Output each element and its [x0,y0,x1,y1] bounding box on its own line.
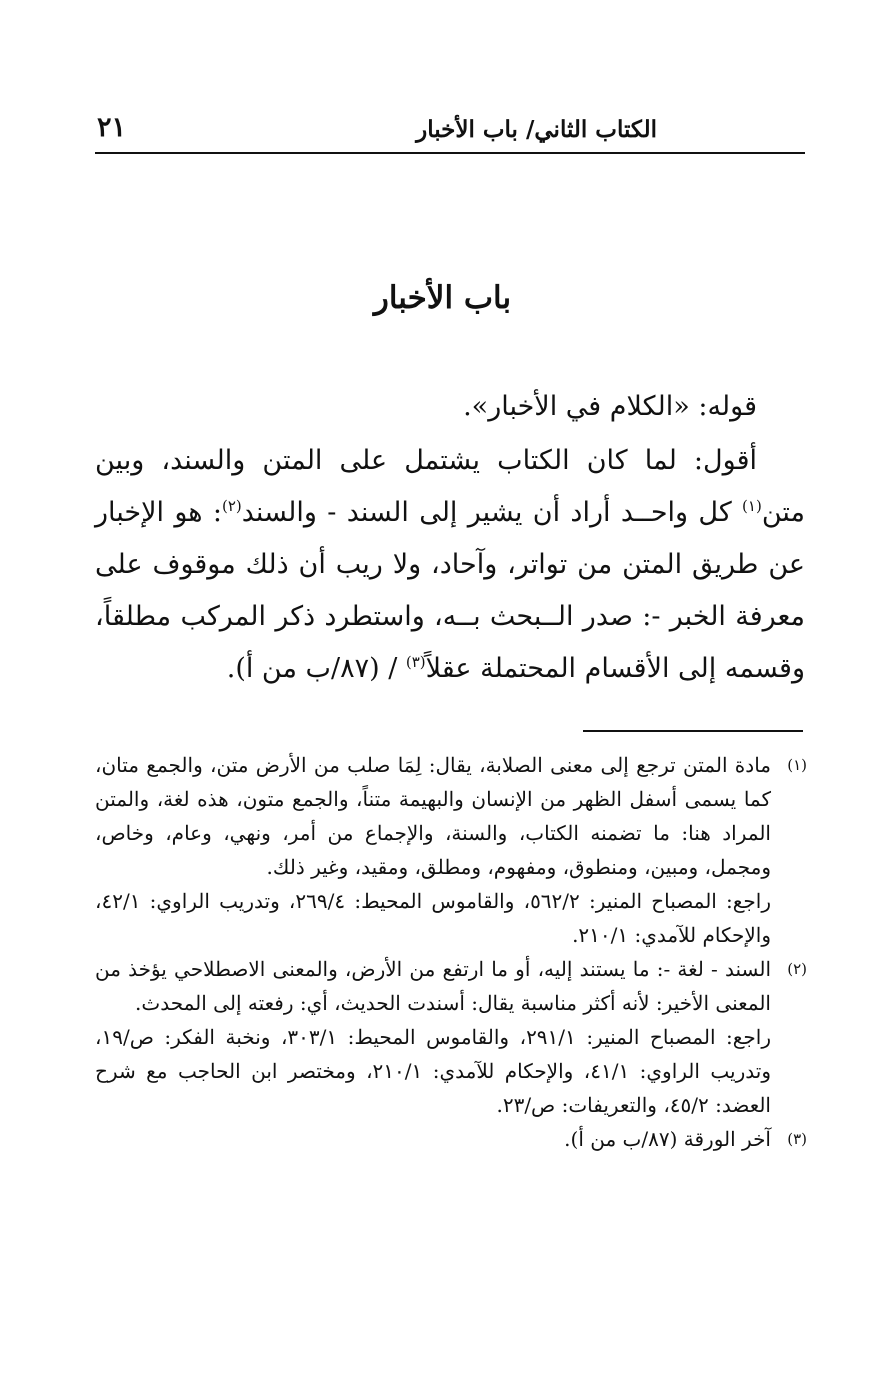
footnote-text: راجع: المصباح المنير: ٥٦٢/٢، والقاموس المحيط: ٢٦٩/٤، وتدريب الراوي: ٤٢/١، والإحكام للآمدي: ٢١٠/١. [95,889,772,947]
body-paragraph [95,435,805,695]
page-header [95,108,805,154]
footnote-1 [95,748,807,952]
footnote-ref-2[interactable]: (٢) [221,497,242,515]
chapter-title: باب الأخبار [373,280,512,316]
body-text-part: أقول: لما كان الكتاب يشتمل على المتن والسند، وبين متن [95,445,805,528]
footnotes [95,748,807,1156]
body-text-part: / (٨٧/ب من أ). [226,653,406,684]
footnote-ref-3[interactable]: (٣) [405,653,426,671]
footnote-text: مادة المتن ترجع إلى معنى الصلابة، يقال: لِمَا صلب من الأرض متن، والجمع متان، كما يسمى أسفل الظهر من الإنسان والبهيمة متناً، والجمع متون، هذه لغة، والمتن المراد هنا: ما تضمنه الكتاب، والسنة، والإجماع من أمر، ونهي، وعام، وخاص، ومجمل، ومبين، ومنطوق، ومفهوم، ومطلق، ومقيد، وغير ذلك. [95,753,771,879]
footnote-divider [583,730,803,732]
body-text-part: : هو الإخبار عن طريق المتن من تواتر، وآحاد، ولا ريب أن ذلك موقوف على معرفة الخبر -: صدر الــبحث بــه، واستطرد ذكر المركب مطلقاً، وقسمه إلى الأقسام المحتملة عقلاً [95,497,805,684]
quoted-heading: قوله: «الكلام في الأخبار». [463,391,757,422]
page-number: ٢١ [97,112,127,143]
footnote-text: راجع: المصباح المنير: ٢٩١/١، والقاموس المحيط: ٣٠٣/١، ونخبة الفكر: ص/١٩، وتدريب الراوي: ٤١/١، والإحكام للآمدي: ٢١٠/١، ومختصر ابن الحاجب مع شرح العضد: ٤٥/٢، والتعريفات: ص/٢٣. [95,1025,772,1117]
footnote-ref-1[interactable]: (١) [742,497,762,515]
footnote-2 [95,952,807,1122]
footnote-number: (٢) [787,960,807,978]
footnote-text: آخر الورقة (٨٧/ب من أ). [564,1127,771,1151]
body-text-part: كل واحــد أراد أن يشير إلى السند - والسند [241,497,743,528]
footnote-text: السند - لغة -: ما يستند إليه، أو ما ارتفع من الأرض، والمعنى الاصطلاحي يؤخذ من المعنى الأخير: لأنه أكثر مناسبة يقال: أسندت الحديث، أي: رفعته إلى المحدث. [95,957,771,1015]
footnote-number: (١) [787,756,807,774]
footnote-number: (٣) [787,1130,807,1148]
running-title: الكتاب الثاني/ باب الأخبار [416,116,657,143]
footnote-3 [95,1122,807,1156]
main-text [95,385,805,695]
